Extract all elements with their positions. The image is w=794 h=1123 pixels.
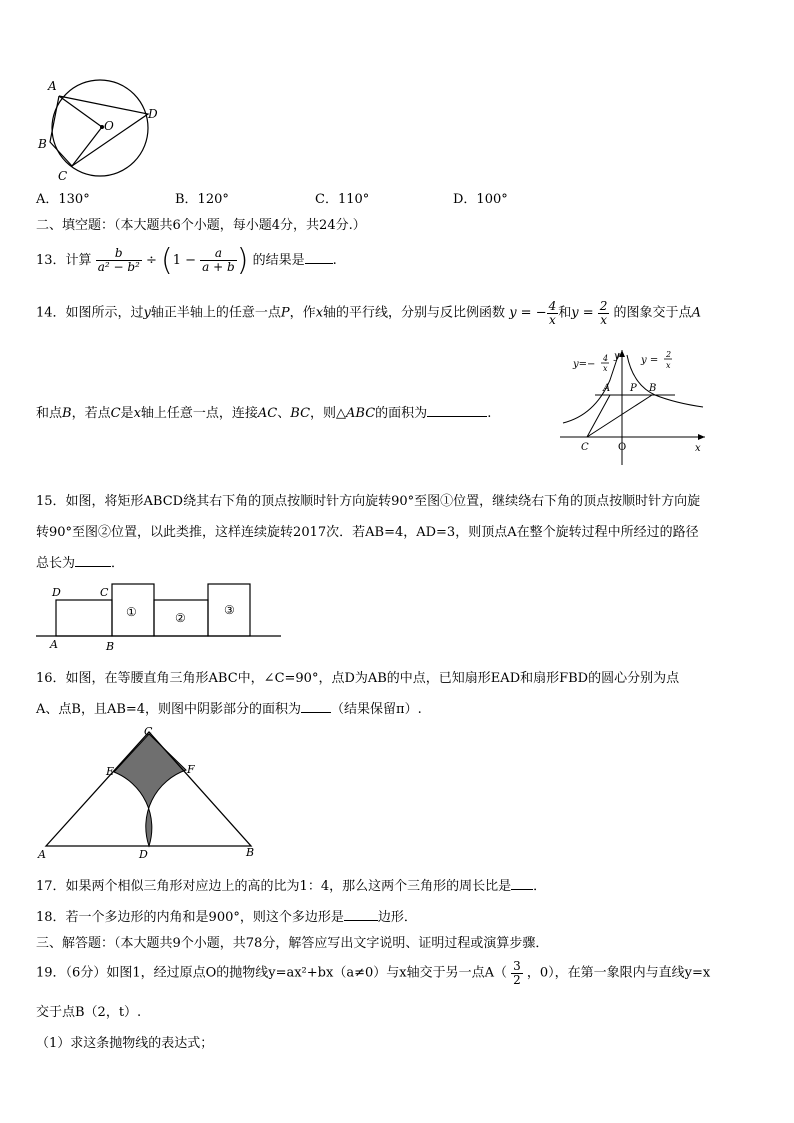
q15-rectangles-figure bbox=[36, 578, 286, 654]
segment-ca bbox=[587, 395, 610, 437]
question-15-line1: 15．如图，将矩形ABCD绕其右下角的顶点按顺时针方向旋转90°至图①位置，继续绕右下角的顶点按顺时针方向旋 bbox=[36, 494, 701, 509]
fig-label-F: F bbox=[187, 763, 195, 776]
shaded-region bbox=[114, 734, 186, 846]
fig-label-E: E bbox=[106, 765, 115, 778]
question-14-line2: 和点B，若点C是x轴上任意一点，连接AC、BC，则△ABC的面积为 . bbox=[36, 406, 492, 421]
q16-answer-blank[interactable] bbox=[301, 700, 331, 713]
graph-eq2: y = bbox=[641, 355, 659, 366]
fig-label-B: B bbox=[246, 846, 255, 859]
q12-circle-figure bbox=[30, 70, 170, 185]
label-C: C bbox=[58, 169, 68, 183]
question-19-line2: 交于点B（2，t）. bbox=[36, 1005, 142, 1020]
question-16-line1: 16．如图，在等腰直角三角形ABC中，∠C=90°，点D为AB的中点，已知扇形EAD和扇形FBD的圆心分别为点 bbox=[36, 671, 680, 686]
svg-text:4: 4 bbox=[603, 354, 609, 363]
graph-label-P: P bbox=[630, 383, 637, 394]
question-18: 18．若一个多边形的内角和是900°，则这个多边形是 边形． bbox=[36, 910, 417, 925]
fig-label-D: D bbox=[139, 848, 148, 861]
q13-suffix: 的结果是 bbox=[252, 253, 305, 268]
q12-option-a: A．130° bbox=[36, 192, 90, 207]
label-D: D bbox=[148, 107, 158, 121]
q14-answer-blank[interactable] bbox=[427, 404, 487, 417]
question-14-line1: 14．如图所示，过y轴正半轴上的任意一点P，作x轴的平行线，分别与反比例函数 y = − $\frac{4}{x}$ 和y = $\frac{2}{x}$ 的图象交于点A bbox=[36, 299, 701, 327]
q13-fraction-2: $\frac{a}{a + b}$ bbox=[202, 246, 235, 274]
circle-outline bbox=[52, 80, 148, 176]
q15-answer-blank[interactable] bbox=[75, 554, 111, 567]
svg-text:x: x bbox=[666, 361, 671, 370]
question-15-line3: 总长为 ． bbox=[36, 556, 125, 571]
graph-label-C: C bbox=[581, 442, 589, 453]
q13-answer-blank[interactable] bbox=[305, 251, 333, 264]
q12-option-c: C．110° bbox=[315, 192, 370, 207]
question-17: 17．如果两个相似三角形对应边上的高的比为1：4，那么这两个三角形的周长比是 ． bbox=[36, 879, 547, 894]
q13-prefix: 13．计算 bbox=[36, 253, 92, 268]
fig-label-C: C bbox=[100, 586, 109, 599]
curve-2-over-x bbox=[627, 355, 703, 407]
fig-label-2: ② bbox=[175, 611, 186, 625]
q16-triangle-figure bbox=[36, 724, 266, 864]
q18-answer-blank[interactable] bbox=[344, 908, 378, 921]
fig-label-A: A bbox=[50, 638, 58, 651]
svg-text:x: x bbox=[603, 364, 608, 373]
graph-label-B: B bbox=[649, 383, 657, 394]
fig-label-3: ③ bbox=[224, 603, 235, 617]
q14-fraction-2: $\frac{2}{x}$ bbox=[599, 299, 608, 327]
graph-y-label: y bbox=[614, 351, 620, 362]
q12-option-b: B．120° bbox=[175, 192, 229, 207]
question-13: 13．计算 $\frac{b}{\text{a² − b²}}$ ÷ (1 − $\frac{a}{a + b}$ ) 的结果是 . bbox=[36, 243, 337, 278]
question-19-line1: 19．（6分）如图1，经过原点O的抛物线y=ax²+bx（a≠0）与x轴交于另一点A（ $\frac{3}{2}$ ，0），在第一象限内与直线y=x bbox=[36, 959, 711, 987]
q13-divide: ÷ bbox=[145, 253, 157, 268]
q14-graph-figure bbox=[555, 345, 715, 470]
graph-eq1: y=− bbox=[573, 359, 596, 370]
segment-co bbox=[72, 127, 102, 166]
fig-label-1: ① bbox=[126, 605, 137, 619]
question-15-line2: 转90°至图②位置，以此类推，这样连续旋转2017次．若AB=4，AD=3，则顶点A在整个旋转过程中所经过的路径 bbox=[36, 525, 699, 540]
fig-label-A: A bbox=[38, 848, 46, 861]
section-2-heading: 二、填空题：（本大题共6个小题，每小题4分，共24分.） bbox=[36, 218, 366, 233]
q13-fraction-1: $\frac{b}{\text{a² − b²}}$ bbox=[97, 246, 140, 274]
svg-text:2: 2 bbox=[666, 350, 672, 359]
q13-one-minus: 1 − bbox=[172, 253, 197, 268]
section-3-heading: 三、解答题：（本大题共9个小题，共78分，解答应写出文字说明、证明过程或演算步骤． bbox=[36, 936, 549, 951]
label-A: A bbox=[48, 79, 57, 93]
rect-abcd bbox=[56, 600, 112, 636]
fig-label-B: B bbox=[106, 640, 115, 653]
label-O: O bbox=[104, 119, 114, 133]
graph-label-O: O bbox=[618, 442, 627, 453]
label-B: B bbox=[38, 137, 47, 151]
q19-fraction: $\frac{3}{2}$ bbox=[513, 959, 521, 987]
fig-label-D: D bbox=[52, 586, 61, 599]
q17-answer-blank[interactable] bbox=[511, 877, 533, 890]
graph-label-A: A bbox=[603, 383, 611, 394]
graph-label-x: x bbox=[695, 443, 701, 454]
question-19-sub1: （1）求这条抛物线的表达式； bbox=[36, 1036, 214, 1051]
fig-label-C: C bbox=[144, 725, 153, 738]
q14-fraction-1: $\frac{4}{x}$ bbox=[548, 299, 557, 327]
question-16-line2: A、点B，且AB=4，则图中阴影部分的面积为 （结果保留π）. bbox=[36, 702, 422, 717]
q12-option-d: D．100° bbox=[453, 192, 508, 207]
